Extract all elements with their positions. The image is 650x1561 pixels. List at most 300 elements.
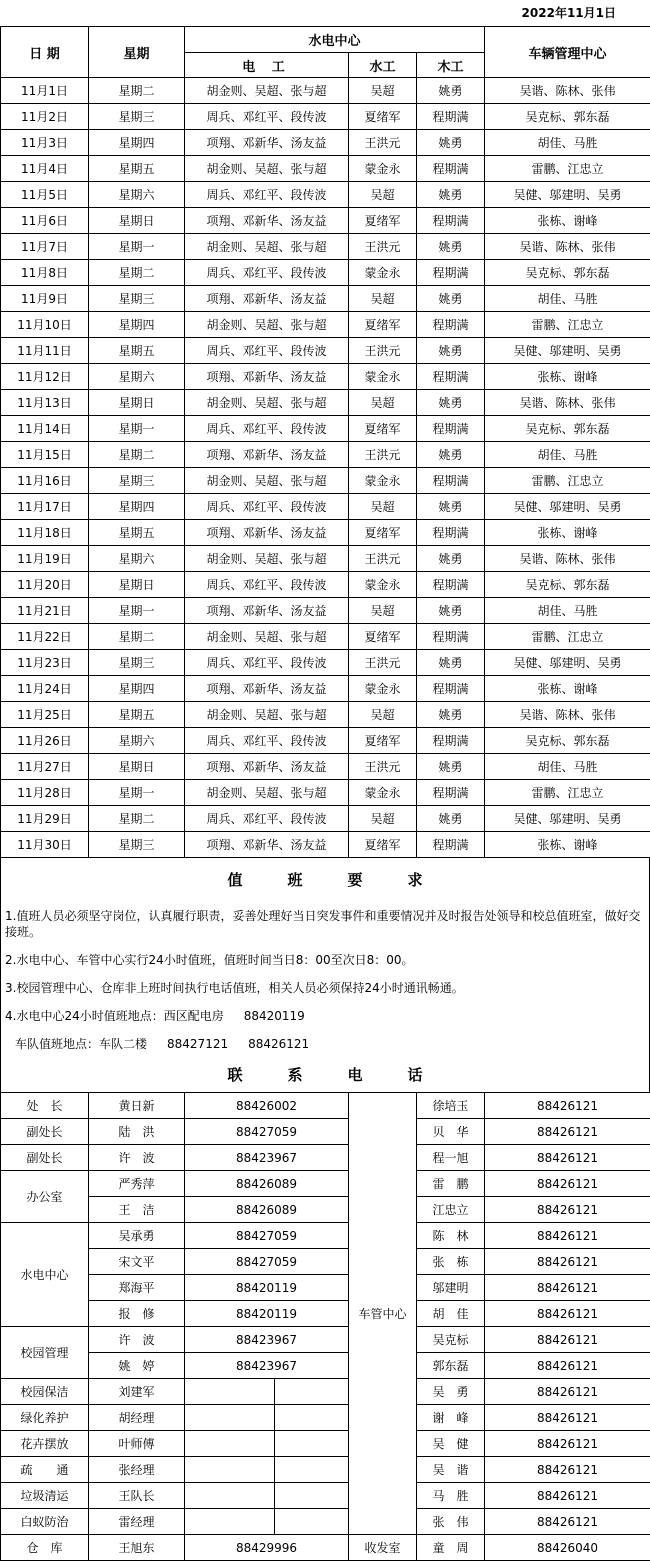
schedule-cell-date: 11月29日 — [1, 806, 89, 832]
requirement-4: 4.水电中心24小时值班地点：西区配电房 88420119 — [0, 1002, 650, 1030]
schedule-cell-elec: 胡金则、吴超、张与超 — [185, 468, 349, 494]
schedule-cell-date: 11月15日 — [1, 442, 89, 468]
contact-name: 报 修 — [89, 1301, 185, 1327]
contact-phone: 88423967 — [185, 1353, 349, 1379]
schedule-cell-vehicle: 张栋、谢峰 — [485, 676, 650, 702]
vehicle-person-phone: 88426121 — [485, 1457, 650, 1483]
schedule-cell-weekday: 星期六 — [89, 546, 185, 572]
schedule-cell-weekday: 星期二 — [89, 442, 185, 468]
schedule-cell-elec: 项翔、邓新华、汤友益 — [185, 598, 349, 624]
schedule-row — [1, 650, 650, 676]
contact-row — [1, 1457, 650, 1483]
schedule-cell-elec: 胡金则、吴超、张与超 — [185, 78, 349, 104]
contact-row — [1, 1405, 650, 1431]
schedule-cell-wood: 姚勇 — [417, 650, 485, 676]
schedule-cell-water: 吴超 — [349, 494, 417, 520]
schedule-cell-water: 王洪元 — [349, 234, 417, 260]
schedule-row — [1, 182, 650, 208]
contact-phone: 88420119 — [185, 1275, 349, 1301]
header-date: 日 期 — [1, 27, 89, 78]
schedule-cell-elec: 项翔、邓新华、汤友益 — [185, 676, 349, 702]
vehicle-person-name: 张 伟 — [417, 1509, 485, 1535]
contact-name: 王旭东 — [89, 1535, 185, 1561]
contact-name: 刘建军 — [89, 1379, 185, 1405]
schedule-cell-weekday: 星期三 — [89, 104, 185, 130]
schedule-cell-water: 夏绪军 — [349, 312, 417, 338]
vehicle-person-phone: 88426121 — [485, 1483, 650, 1509]
schedule-cell-wood: 程期满 — [417, 312, 485, 338]
contact-row — [1, 1197, 650, 1223]
schedule-cell-wood: 程期满 — [417, 780, 485, 806]
schedule-cell-vehicle: 胡佳、马胜 — [485, 598, 650, 624]
schedule-row — [1, 208, 650, 234]
schedule-cell-vehicle: 吴谐、陈林、张伟 — [485, 234, 650, 260]
schedule-cell-water: 夏绪军 — [349, 832, 417, 858]
vehicle-person-phone: 88426121 — [485, 1353, 650, 1379]
schedule-cell-elec: 周兵、邓红平、段传波 — [185, 104, 349, 130]
vehicle-center-label: 车管中心 — [349, 1093, 417, 1535]
vehicle-person-phone: 88426121 — [485, 1119, 650, 1145]
schedule-cell-vehicle: 胡佳、马胜 — [485, 442, 650, 468]
contact-phone-empty — [185, 1431, 275, 1457]
schedule-cell-vehicle: 胡佳、马胜 — [485, 286, 650, 312]
schedule-cell-water: 蒙金永 — [349, 156, 417, 182]
schedule-cell-wood: 姚勇 — [417, 390, 485, 416]
schedule-cell-water: 蒙金永 — [349, 364, 417, 390]
schedule-row — [1, 78, 650, 104]
contact-row — [1, 1223, 650, 1249]
contact-phone-empty — [275, 1457, 349, 1483]
schedule-cell-wood: 程期满 — [417, 468, 485, 494]
contact-name: 张经理 — [89, 1457, 185, 1483]
schedule-cell-elec: 周兵、邓红平、段传波 — [185, 416, 349, 442]
schedule-row — [1, 494, 650, 520]
vehicle-person-name: 胡 佳 — [417, 1301, 485, 1327]
vehicle-person-phone: 88426121 — [485, 1509, 650, 1535]
schedule-cell-weekday: 星期二 — [89, 260, 185, 286]
contact-row — [1, 1379, 650, 1405]
schedule-cell-water: 蒙金永 — [349, 572, 417, 598]
contact-role: 副处长 — [1, 1145, 89, 1171]
schedule-cell-wood: 姚勇 — [417, 494, 485, 520]
schedule-cell-weekday: 星期六 — [89, 364, 185, 390]
schedule-cell-water: 夏绪军 — [349, 728, 417, 754]
header-plumber: 水工 — [349, 53, 417, 78]
schedule-cell-elec: 周兵、邓红平、段传波 — [185, 572, 349, 598]
contact-phone: 88426002 — [185, 1093, 349, 1119]
schedule-cell-date: 11月1日 — [1, 78, 89, 104]
schedule-row — [1, 676, 650, 702]
schedule-cell-elec: 项翔、邓新华、汤友益 — [185, 208, 349, 234]
contact-row — [1, 1145, 650, 1171]
contact-name: 叶师傅 — [89, 1431, 185, 1457]
schedule-cell-elec: 项翔、邓新华、汤友益 — [185, 754, 349, 780]
vehicle-person-phone: 88426121 — [485, 1431, 650, 1457]
schedule-row — [1, 260, 650, 286]
schedule-cell-date: 11月6日 — [1, 208, 89, 234]
schedule-row — [1, 416, 650, 442]
schedule-table — [0, 26, 650, 858]
schedule-cell-weekday: 星期六 — [89, 728, 185, 754]
schedule-cell-water: 吴超 — [349, 390, 417, 416]
schedule-cell-date: 11月27日 — [1, 754, 89, 780]
contact-name: 宋文平 — [89, 1249, 185, 1275]
vehicle-person-name: 雷 鹏 — [417, 1171, 485, 1197]
schedule-cell-vehicle: 吴克标、郭东磊 — [485, 260, 650, 286]
schedule-cell-date: 11月7日 — [1, 234, 89, 260]
contact-role: 办公室 — [1, 1171, 89, 1223]
schedule-cell-elec: 周兵、邓红平、段传波 — [185, 650, 349, 676]
contact-row — [1, 1431, 650, 1457]
schedule-cell-weekday: 星期一 — [89, 780, 185, 806]
header-electrician: 电 工 — [185, 53, 349, 78]
vehicle-person-name: 吴 谐 — [417, 1457, 485, 1483]
schedule-cell-elec: 周兵、邓红平、段传波 — [185, 494, 349, 520]
schedule-cell-elec: 周兵、邓红平、段传波 — [185, 182, 349, 208]
header-carpenter: 木工 — [417, 53, 485, 78]
contact-name: 许 波 — [89, 1327, 185, 1353]
contact-role: 白蚁防治 — [1, 1509, 89, 1535]
schedule-cell-elec: 胡金则、吴超、张与超 — [185, 546, 349, 572]
contact-row — [1, 1535, 650, 1561]
schedule-cell-wood: 程期满 — [417, 832, 485, 858]
schedule-cell-elec: 周兵、邓红平、段传波 — [185, 338, 349, 364]
schedule-cell-wood: 程期满 — [417, 676, 485, 702]
schedule-cell-weekday: 星期一 — [89, 416, 185, 442]
schedule-cell-wood: 程期满 — [417, 364, 485, 390]
vehicle-person-name: 江忠立 — [417, 1197, 485, 1223]
schedule-cell-vehicle: 吴健、邬建明、吴勇 — [485, 182, 650, 208]
vehicle-person-phone: 88426121 — [485, 1327, 650, 1353]
schedule-cell-date: 11月5日 — [1, 182, 89, 208]
schedule-cell-vehicle: 吴谐、陈林、张伟 — [485, 546, 650, 572]
schedule-cell-water: 吴超 — [349, 182, 417, 208]
contact-row — [1, 1483, 650, 1509]
schedule-cell-wood: 程期满 — [417, 208, 485, 234]
team-duty-location: 车队值班地点：车队二楼 88427121 88426121 — [0, 1030, 650, 1058]
schedule-cell-wood: 姚勇 — [417, 442, 485, 468]
schedule-cell-elec: 胡金则、吴超、张与超 — [185, 312, 349, 338]
vehicle-person-phone: 88426121 — [485, 1197, 650, 1223]
schedule-cell-wood: 姚勇 — [417, 702, 485, 728]
contact-role: 校园管理 — [1, 1327, 89, 1379]
contact-phone-empty — [275, 1379, 349, 1405]
vehicle-person-name: 贝 华 — [417, 1119, 485, 1145]
schedule-cell-vehicle: 雷鹏、江忠立 — [485, 312, 650, 338]
contact-name: 王队长 — [89, 1483, 185, 1509]
contact-name: 雷经理 — [89, 1509, 185, 1535]
schedule-cell-water: 蒙金永 — [349, 780, 417, 806]
schedule-cell-weekday: 星期日 — [89, 754, 185, 780]
schedule-cell-water: 王洪元 — [349, 338, 417, 364]
contact-phone: 88426089 — [185, 1171, 349, 1197]
schedule-cell-vehicle: 张栋、谢峰 — [485, 520, 650, 546]
schedule-cell-weekday: 星期五 — [89, 702, 185, 728]
vehicle-person-name: 程一旭 — [417, 1145, 485, 1171]
schedule-cell-vehicle: 胡佳、马胜 — [485, 754, 650, 780]
contact-name: 严秀萍 — [89, 1171, 185, 1197]
reception-phone: 88426040 — [485, 1535, 650, 1561]
vehicle-person-name: 吴 健 — [417, 1431, 485, 1457]
document-date: 2022年11月1日 — [0, 0, 650, 26]
schedule-row — [1, 754, 650, 780]
schedule-row — [1, 780, 650, 806]
schedule-cell-water: 吴超 — [349, 702, 417, 728]
contact-role: 水电中心 — [1, 1223, 89, 1327]
contact-phone-empty — [275, 1483, 349, 1509]
schedule-cell-elec: 项翔、邓新华、汤友益 — [185, 286, 349, 312]
schedule-cell-water: 吴超 — [349, 598, 417, 624]
schedule-cell-wood: 程期满 — [417, 572, 485, 598]
schedule-cell-elec: 项翔、邓新华、汤友益 — [185, 442, 349, 468]
schedule-cell-water: 蒙金永 — [349, 468, 417, 494]
reception-label: 收发室 — [349, 1535, 417, 1561]
schedule-cell-elec: 项翔、邓新华、汤友益 — [185, 520, 349, 546]
schedule-cell-wood: 姚勇 — [417, 182, 485, 208]
schedule-cell-elec: 周兵、邓红平、段传波 — [185, 260, 349, 286]
schedule-cell-vehicle: 张栋、谢峰 — [485, 208, 650, 234]
schedule-cell-weekday: 星期三 — [89, 468, 185, 494]
schedule-cell-date: 11月18日 — [1, 520, 89, 546]
contact-name: 许 波 — [89, 1145, 185, 1171]
contact-row — [1, 1119, 650, 1145]
vehicle-person-name: 吴克标 — [417, 1327, 485, 1353]
contact-phone: 88423967 — [185, 1327, 349, 1353]
schedule-cell-water: 王洪元 — [349, 442, 417, 468]
schedule-row — [1, 832, 650, 858]
schedule-cell-date: 11月8日 — [1, 260, 89, 286]
schedule-cell-wood: 姚勇 — [417, 338, 485, 364]
schedule-row — [1, 130, 650, 156]
contact-row — [1, 1249, 650, 1275]
schedule-cell-weekday: 星期日 — [89, 208, 185, 234]
schedule-cell-elec: 胡金则、吴超、张与超 — [185, 624, 349, 650]
contact-role: 垃圾清运 — [1, 1483, 89, 1509]
schedule-cell-vehicle: 吴健、邬建明、吴勇 — [485, 338, 650, 364]
vehicle-person-phone: 88426121 — [485, 1145, 650, 1171]
vehicle-person-name: 徐培玉 — [417, 1093, 485, 1119]
schedule-cell-elec: 项翔、邓新华、汤友益 — [185, 832, 349, 858]
header-vehicle-center: 车辆管理中心 — [485, 27, 650, 78]
schedule-cell-water: 吴超 — [349, 806, 417, 832]
schedule-cell-wood: 程期满 — [417, 624, 485, 650]
schedule-cell-vehicle: 雷鹏、江忠立 — [485, 156, 650, 182]
contact-name: 郑海平 — [89, 1275, 185, 1301]
vehicle-person-phone: 88426121 — [485, 1301, 650, 1327]
contact-phone: 88427059 — [185, 1249, 349, 1275]
schedule-row — [1, 156, 650, 182]
schedule-cell-vehicle: 吴克标、郭东磊 — [485, 728, 650, 754]
contact-phone-empty — [185, 1457, 275, 1483]
schedule-cell-date: 11月30日 — [1, 832, 89, 858]
vehicle-person-phone: 88426121 — [485, 1249, 650, 1275]
schedule-cell-vehicle: 张栋、谢峰 — [485, 364, 650, 390]
schedule-cell-wood: 程期满 — [417, 520, 485, 546]
schedule-row — [1, 390, 650, 416]
schedule-cell-water: 夏绪军 — [349, 520, 417, 546]
vehicle-person-name: 吴 勇 — [417, 1379, 485, 1405]
vehicle-person-phone: 88426121 — [485, 1405, 650, 1431]
schedule-cell-weekday: 星期五 — [89, 520, 185, 546]
schedule-cell-elec: 周兵、邓红平、段传波 — [185, 728, 349, 754]
schedule-cell-vehicle: 吴谐、陈林、张伟 — [485, 78, 650, 104]
vehicle-person-name: 郭东磊 — [417, 1353, 485, 1379]
schedule-row — [1, 572, 650, 598]
schedule-cell-wood: 姚勇 — [417, 806, 485, 832]
schedule-cell-date: 11月26日 — [1, 728, 89, 754]
vehicle-person-name: 陈 林 — [417, 1223, 485, 1249]
contact-phone-empty — [185, 1405, 275, 1431]
schedule-cell-wood: 姚勇 — [417, 78, 485, 104]
vehicle-person-name: 张 栋 — [417, 1249, 485, 1275]
contact-phone-empty — [275, 1431, 349, 1457]
schedule-cell-vehicle: 雷鹏、江忠立 — [485, 780, 650, 806]
schedule-cell-water: 吴超 — [349, 286, 417, 312]
schedule-cell-vehicle: 吴谐、陈林、张伟 — [485, 390, 650, 416]
schedule-row — [1, 468, 650, 494]
contact-role: 副处长 — [1, 1119, 89, 1145]
schedule-row — [1, 234, 650, 260]
schedule-cell-vehicle: 雷鹏、江忠立 — [485, 624, 650, 650]
schedule-cell-wood: 程期满 — [417, 156, 485, 182]
contact-row — [1, 1171, 650, 1197]
schedule-cell-weekday: 星期二 — [89, 806, 185, 832]
schedule-cell-weekday: 星期三 — [89, 650, 185, 676]
schedule-cell-weekday: 星期一 — [89, 234, 185, 260]
vehicle-person-name: 谢 峰 — [417, 1405, 485, 1431]
contact-role: 花卉摆放 — [1, 1431, 89, 1457]
schedule-cell-date: 11月19日 — [1, 546, 89, 572]
contact-role: 疏 通 — [1, 1457, 89, 1483]
schedule-cell-wood: 姚勇 — [417, 754, 485, 780]
contact-role: 仓 库 — [1, 1535, 89, 1561]
vehicle-person-phone: 88426121 — [485, 1223, 650, 1249]
schedule-cell-weekday: 星期五 — [89, 156, 185, 182]
schedule-cell-wood: 姚勇 — [417, 286, 485, 312]
contact-name: 陆 洪 — [89, 1119, 185, 1145]
schedule-cell-weekday: 星期二 — [89, 624, 185, 650]
schedule-row — [1, 702, 650, 728]
schedule-cell-wood: 程期满 — [417, 416, 485, 442]
contact-phone-empty — [185, 1509, 275, 1535]
contact-name: 王 洁 — [89, 1197, 185, 1223]
schedule-cell-vehicle: 吴健、邬建明、吴勇 — [485, 806, 650, 832]
schedule-cell-date: 11月10日 — [1, 312, 89, 338]
schedule-cell-elec: 胡金则、吴超、张与超 — [185, 390, 349, 416]
schedule-cell-date: 11月3日 — [1, 130, 89, 156]
schedule-cell-date: 11月16日 — [1, 468, 89, 494]
schedule-cell-elec: 项翔、邓新华、汤友益 — [185, 130, 349, 156]
schedule-row — [1, 728, 650, 754]
contact-name: 吴承勇 — [89, 1223, 185, 1249]
schedule-cell-date: 11月24日 — [1, 676, 89, 702]
vehicle-person-phone: 88426121 — [485, 1379, 650, 1405]
schedule-cell-vehicle: 雷鹏、江忠立 — [485, 468, 650, 494]
schedule-cell-wood: 姚勇 — [417, 234, 485, 260]
schedule-cell-elec: 项翔、邓新华、汤友益 — [185, 364, 349, 390]
schedule-row — [1, 364, 650, 390]
schedule-cell-water: 王洪元 — [349, 130, 417, 156]
schedule-cell-weekday: 星期六 — [89, 182, 185, 208]
schedule-cell-water: 夏绪军 — [349, 208, 417, 234]
schedule-cell-water: 夏绪军 — [349, 104, 417, 130]
header-water-elec-center: 水电中心 — [185, 27, 485, 53]
schedule-cell-weekday: 星期四 — [89, 676, 185, 702]
contact-phone-empty — [275, 1405, 349, 1431]
schedule-cell-water: 夏绪军 — [349, 416, 417, 442]
schedule-cell-vehicle: 吴克标、郭东磊 — [485, 572, 650, 598]
vehicle-person-phone: 88426121 — [485, 1093, 650, 1119]
schedule-cell-date: 11月14日 — [1, 416, 89, 442]
schedule-cell-elec: 胡金则、吴超、张与超 — [185, 156, 349, 182]
schedule-cell-date: 11月17日 — [1, 494, 89, 520]
schedule-cell-date: 11月28日 — [1, 780, 89, 806]
reception-name: 童 周 — [417, 1535, 485, 1561]
schedule-cell-water: 蒙金永 — [349, 676, 417, 702]
contact-row — [1, 1509, 650, 1535]
contact-phone-empty — [185, 1483, 275, 1509]
schedule-cell-date: 11月9日 — [1, 286, 89, 312]
schedule-cell-water: 吴超 — [349, 78, 417, 104]
schedule-cell-water: 蒙金永 — [349, 260, 417, 286]
schedule-cell-vehicle: 张栋、谢峰 — [485, 832, 650, 858]
schedule-cell-elec: 胡金则、吴超、张与超 — [185, 234, 349, 260]
schedule-cell-date: 11月4日 — [1, 156, 89, 182]
schedule-cell-weekday: 星期四 — [89, 494, 185, 520]
schedule-cell-wood: 程期满 — [417, 104, 485, 130]
schedule-cell-date: 11月25日 — [1, 702, 89, 728]
schedule-row — [1, 806, 650, 832]
contact-phone: 88420119 — [185, 1301, 349, 1327]
water-duty-phone: 88420119 — [244, 1009, 305, 1023]
schedule-cell-water: 王洪元 — [349, 650, 417, 676]
contact-row — [1, 1327, 650, 1353]
schedule-cell-date: 11月2日 — [1, 104, 89, 130]
schedule-row — [1, 338, 650, 364]
contact-role: 校园保洁 — [1, 1379, 89, 1405]
schedule-cell-weekday: 星期日 — [89, 390, 185, 416]
vehicle-person-phone: 88426121 — [485, 1275, 650, 1301]
schedule-cell-weekday: 星期三 — [89, 832, 185, 858]
contact-phone-empty — [275, 1509, 349, 1535]
schedule-cell-weekday: 星期四 — [89, 312, 185, 338]
schedule-cell-wood: 程期满 — [417, 260, 485, 286]
contact-phone-empty — [185, 1379, 275, 1405]
schedule-row — [1, 546, 650, 572]
header-weekday: 星期 — [89, 27, 185, 78]
schedule-cell-vehicle: 吴克标、郭东磊 — [485, 104, 650, 130]
schedule-cell-vehicle: 胡佳、马胜 — [485, 130, 650, 156]
schedule-cell-wood: 姚勇 — [417, 598, 485, 624]
schedule-cell-water: 夏绪军 — [349, 624, 417, 650]
schedule-cell-vehicle: 吴谐、陈林、张伟 — [485, 702, 650, 728]
vehicle-person-phone: 88426121 — [485, 1171, 650, 1197]
schedule-row — [1, 598, 650, 624]
requirement-2: 2.水电中心、车管中心实行24小时值班，值班时间当日8：00至次日8：00。 — [0, 946, 650, 974]
schedule-cell-date: 11月23日 — [1, 650, 89, 676]
schedule-cell-date: 11月22日 — [1, 624, 89, 650]
schedule-row — [1, 624, 650, 650]
schedule-row — [1, 520, 650, 546]
schedule-cell-weekday: 星期日 — [89, 572, 185, 598]
schedule-cell-weekday: 星期三 — [89, 286, 185, 312]
contacts-title: 联 系 电 话 — [0, 1058, 650, 1092]
schedule-cell-water: 王洪元 — [349, 754, 417, 780]
requirement-1: 1.值班人员必须坚守岗位，认真履行职责，妥善处理好当日突发事件和重要情况并及时报告处领导和校总值班室，做好交接班。 — [0, 902, 650, 946]
schedule-cell-date: 11月12日 — [1, 364, 89, 390]
vehicle-person-name: 邬建明 — [417, 1275, 485, 1301]
schedule-cell-elec: 周兵、邓红平、段传波 — [185, 806, 349, 832]
